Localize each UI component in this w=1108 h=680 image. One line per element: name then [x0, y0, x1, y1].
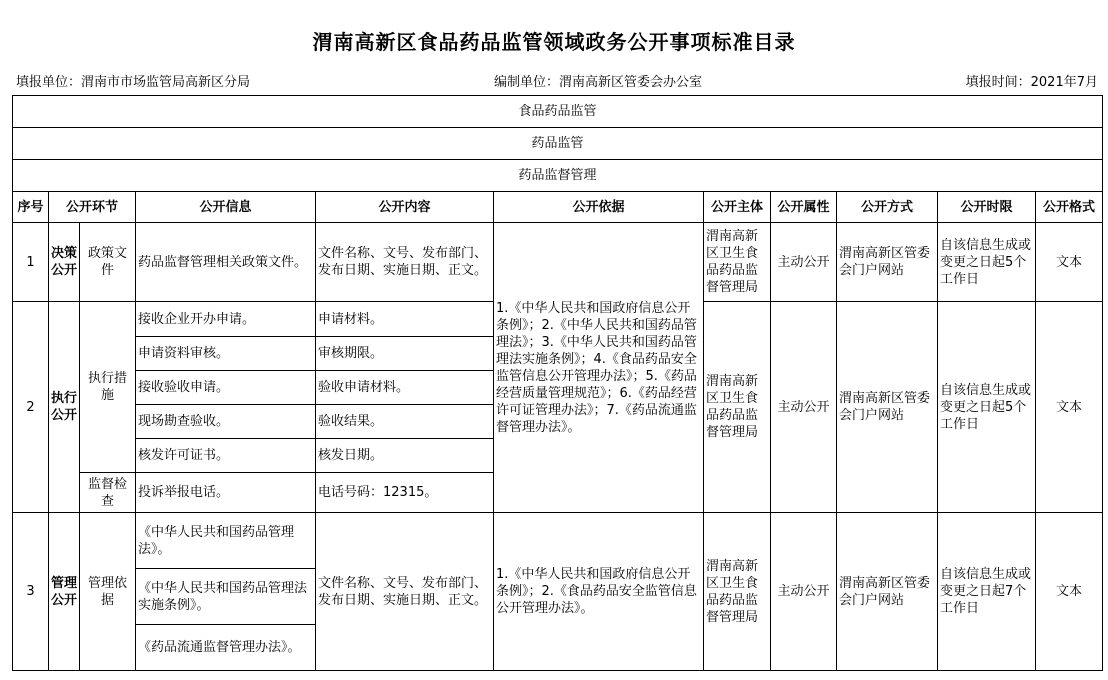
sub-stage-cell: 政策文件 — [80, 223, 136, 302]
content-cell: 验收申请材料。 — [316, 371, 494, 405]
format-cell: 文本 — [1036, 302, 1103, 513]
band-food-drug: 食品药品监管 — [13, 96, 1103, 128]
stage-cell: 管理公开 — [49, 513, 80, 671]
header-cell: 公开方式 — [837, 192, 938, 223]
header-cell: 公开信息 — [136, 192, 316, 223]
header-row — [13, 192, 1103, 223]
info-cell: 现场勘查验收。 — [136, 405, 316, 439]
time-limit-cell: 自该信息生成或变更之日起7个工作日 — [938, 513, 1036, 671]
sub-stage-cell: 执行措施 — [80, 302, 136, 473]
sub-stage-cell: 管理依据 — [80, 513, 136, 671]
header-cell: 公开内容 — [316, 192, 494, 223]
basis-cell: 1.《中华人民共和国政府信息公开条例》；2.《中华人民共和国药品管理法》；3.《中华人民共和国药品管理法实施条例》；4.《食品药品安全监管信息公开管理办法》；5.《药品经营质量管理规范》；6.《药品经营许可证管理办法》；7.《药品流通监督管理办法》。 — [494, 223, 704, 513]
table-row — [13, 223, 1103, 302]
compiler-unit: 编制单位：渭南高新区管委会办公室 — [494, 75, 703, 90]
content-cell: 审核期限。 — [316, 337, 494, 371]
info-cell: 接收企业开办申请。 — [136, 302, 316, 337]
info-cell: 申请资料审核。 — [136, 337, 316, 371]
time-limit-cell: 自该信息生成或变更之日起5个工作日 — [938, 302, 1036, 513]
info-cell: 接收验收申请。 — [136, 371, 316, 405]
header-cell: 公开环节 — [49, 192, 136, 223]
header-cell: 公开主体 — [704, 192, 771, 223]
header-cell: 公开属性 — [771, 192, 837, 223]
band-row — [13, 160, 1103, 192]
attribute-cell: 主动公开 — [771, 223, 837, 302]
band-drug-supervision: 药品监督管理 — [13, 160, 1103, 192]
header-cell: 公开依据 — [494, 192, 704, 223]
method-cell: 渭南高新区管委会门户网站 — [837, 513, 938, 671]
format-cell: 文本 — [1036, 513, 1103, 671]
table-row — [13, 513, 1103, 569]
info-cell: 核发许可证书。 — [136, 439, 316, 473]
info-cell: 药品监督管理相关政策文件。 — [136, 223, 316, 302]
report-date: 填报时间：2021年7月 — [965, 75, 1098, 90]
content-cell: 电话号码：12315。 — [316, 473, 494, 513]
attribute-cell: 主动公开 — [771, 513, 837, 671]
page-title: 渭南高新区食品药品监管领域政务公开事项标准目录 — [312, 30, 796, 54]
content-cell: 核发日期。 — [316, 439, 494, 473]
filler-unit: 填报单位：渭南市市场监管局高新区分局 — [16, 75, 251, 90]
header-cell: 公开时限 — [938, 192, 1036, 223]
content-cell: 文件名称、文号、发布部门、发布日期、实施日期、正文。 — [316, 223, 494, 302]
content-cell: 文件名称、文号、发布部门、发布日期、实施日期、正文。 — [316, 513, 494, 671]
info-cell: 《中华人民共和国药品管理法实施条例》。 — [136, 569, 316, 625]
content-cell: 验收结果。 — [316, 405, 494, 439]
info-cell: 《中华人民共和国药品管理法》。 — [136, 513, 316, 569]
attribute-cell: 主动公开 — [771, 302, 837, 513]
basis-cell: 1.《中华人民共和国政府信息公开条例》；2.《食品药品安全监管信息公开管理办法》。 — [494, 513, 704, 671]
method-cell: 渭南高新区管委会门户网站 — [837, 223, 938, 302]
subject-cell: 渭南高新区卫生食品药品监督管理局 — [704, 223, 771, 302]
content-cell: 申请材料。 — [316, 302, 494, 337]
time-limit-cell: 自该信息生成或变更之日起5个工作日 — [938, 223, 1036, 302]
band-drug: 药品监管 — [13, 128, 1103, 160]
stage-cell: 执行公开 — [49, 302, 80, 513]
band-row — [13, 96, 1103, 128]
row-number: 3 — [13, 513, 49, 671]
header-cell: 公开格式 — [1036, 192, 1103, 223]
band-row — [13, 128, 1103, 160]
info-cell: 投诉举报电话。 — [136, 473, 316, 513]
row-number: 2 — [13, 302, 49, 513]
sub-stage-cell: 监督检查 — [80, 473, 136, 513]
catalog-table — [12, 95, 1103, 671]
format-cell: 文本 — [1036, 223, 1103, 302]
row-number: 1 — [13, 223, 49, 302]
method-cell: 渭南高新区管委会门户网站 — [837, 302, 938, 513]
subject-cell: 渭南高新区卫生食品药品监督管理局 — [704, 513, 771, 671]
subject-cell: 渭南高新区卫生食品药品监督管理局 — [704, 302, 771, 513]
info-cell: 《药品流通监督管理办法》。 — [136, 625, 316, 671]
stage-cell: 决策公开 — [49, 223, 80, 302]
header-cell: 序号 — [13, 192, 49, 223]
